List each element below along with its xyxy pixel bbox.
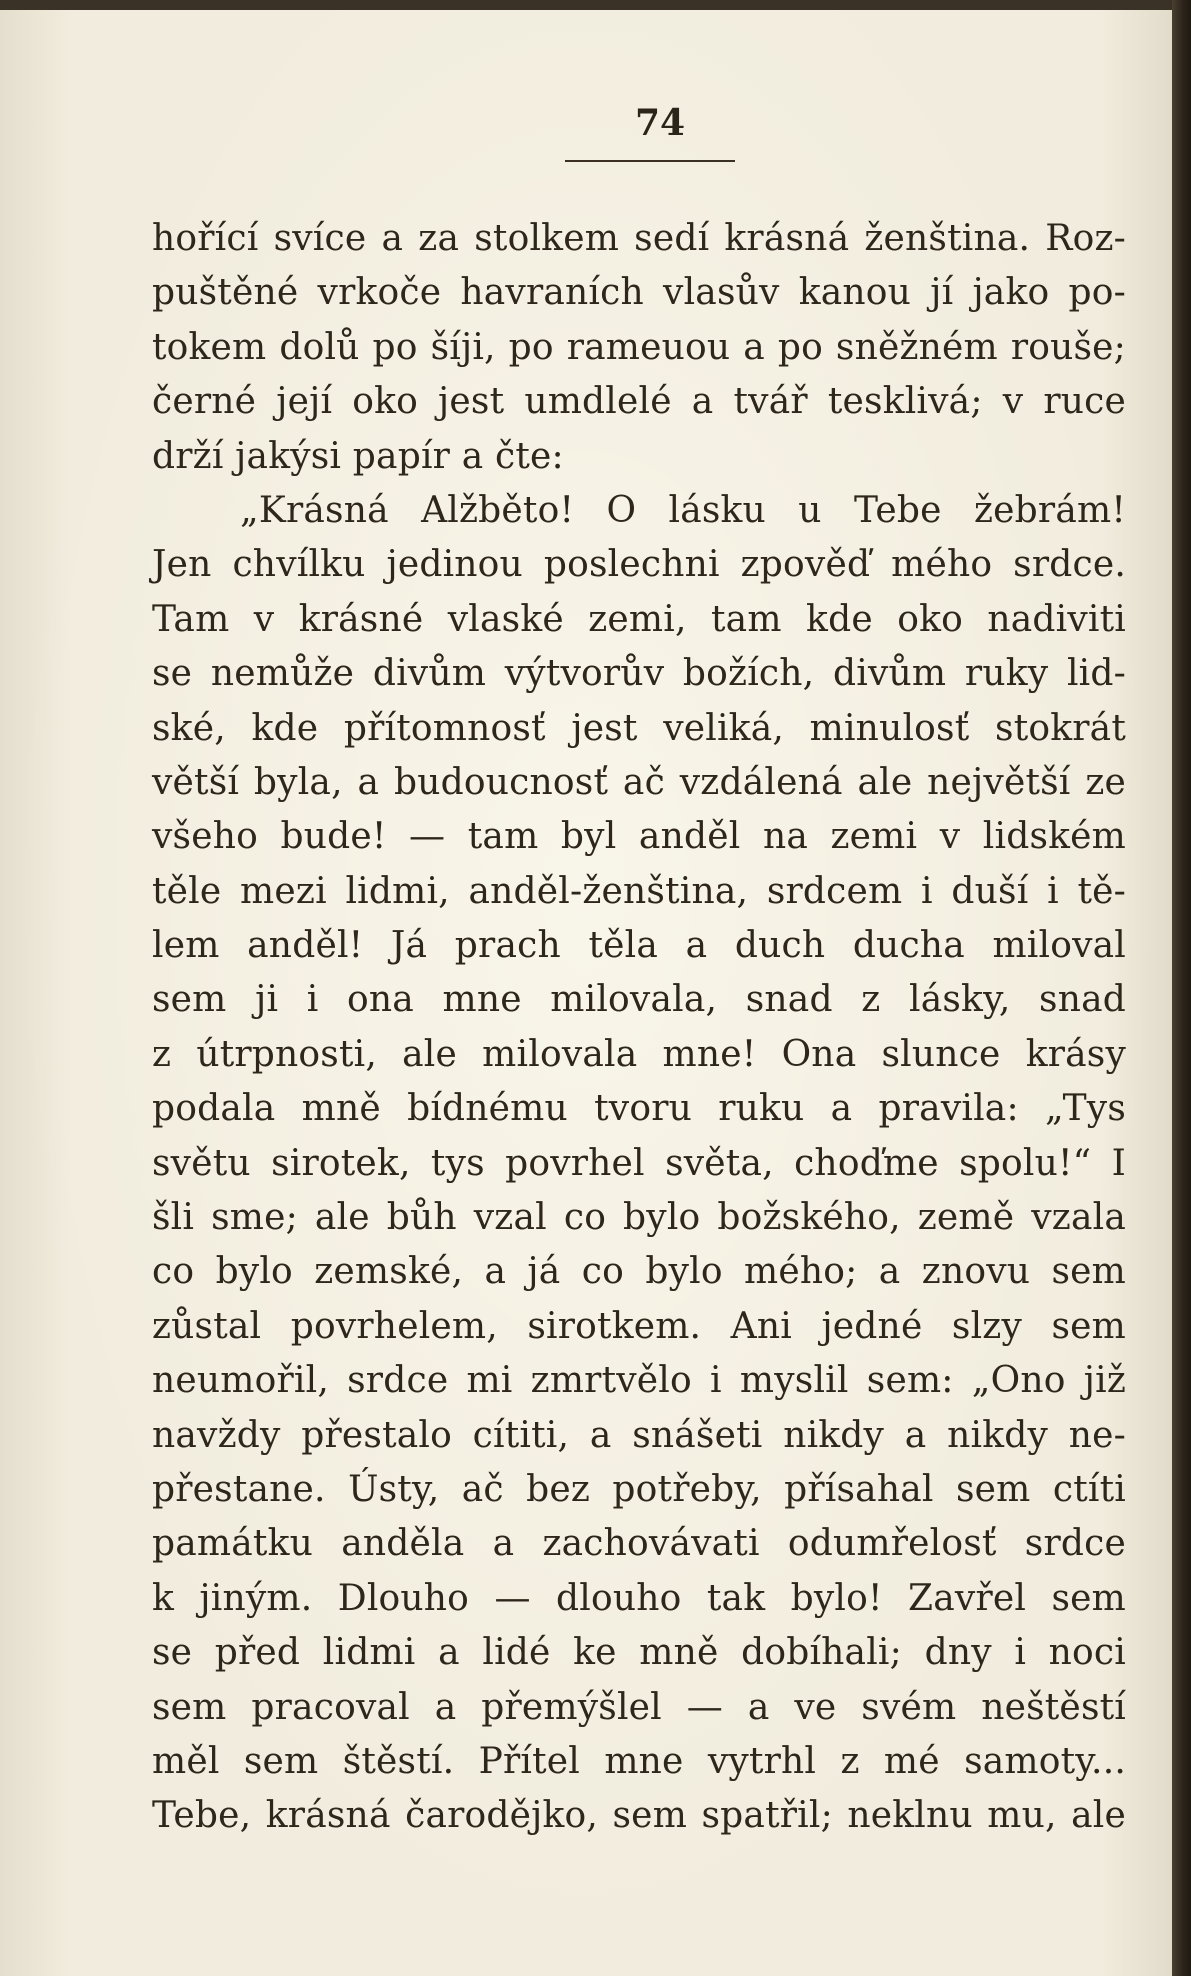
- text-line: ské, kde přítomnosť jest veliká, minulosť stokrát: [152, 707, 1126, 749]
- text-line: podala mně bídnému tvoru ruku a pravila: „Tys: [152, 1088, 1126, 1130]
- text-line: sem pracoval a přemýšlel — a ve svém neštěstí: [152, 1686, 1126, 1728]
- text-line: památku anděla a zachovávati odumřelosť srdce: [152, 1523, 1126, 1565]
- text-line: Jen chvílku jedinou poslechni zpověď mého srdce.: [152, 544, 1126, 586]
- text-line: se nemůže divům výtvorův božích, divům ruky lid-: [152, 653, 1126, 695]
- text-line: puštěné vrkoče havraních vlasův kanou jí jako po-: [152, 272, 1126, 314]
- text-line: drží jakýsi papír a čte:: [152, 435, 564, 477]
- text-line: „Krásná Alžběto! O lásku u Tebe žebrám!: [240, 489, 1126, 531]
- body-text: [152, 212, 1126, 1844]
- book-page: [0, 10, 1174, 1976]
- text-line: větší byla, a budoucnosť ač vzdálená ale největší ze: [152, 761, 1126, 803]
- text-line: k jiným. Dlouho — dlouho tak bylo! Zavřel sem: [152, 1577, 1126, 1619]
- text-line: tokem dolů po šíji, po rameuou a po sněžném rouše;: [152, 326, 1126, 368]
- text-line: těle mezi lidmi, anděl-ženština, srdcem i duší i tě-: [152, 870, 1126, 912]
- text-line: šli sme; ale bůh vzal co bylo božského, země vzala: [152, 1197, 1126, 1239]
- text-line: navždy přestalo cítiti, a snášeti nikdy a nikdy ne-: [152, 1414, 1126, 1456]
- text-line: z útrpnosti, ale milovala mne! Ona slunce krásy: [152, 1033, 1126, 1075]
- text-line: se před lidmi a lidé ke mně dobíhali; dny i noci: [152, 1632, 1126, 1674]
- text-line: černé její oko jest umdlelé a tvář tesklivá; v ruce: [152, 381, 1126, 423]
- text-line: přestane. Ústy, ač bez potřeby, přísahal sem ctíti: [152, 1468, 1126, 1510]
- text-line: hořící svíce a za stolkem sedí krásná ženština. Roz-: [152, 218, 1126, 259]
- text-line: sem ji i ona mne milovala, snad z lásky, snad: [152, 979, 1126, 1021]
- text-line: Tam v krásné vlaské zemi, tam kde oko nadiviti: [152, 598, 1126, 640]
- book-top-edge: [0, 0, 1191, 10]
- text-line: Tebe, krásná čarodějko, sem spatřil; neklnu mu, ale: [152, 1795, 1126, 1837]
- book-right-edge: [1172, 0, 1191, 1976]
- text-line: lem anděl! Já prach těla a duch ducha miloval: [152, 925, 1126, 967]
- text-line: zůstal povrhelem, sirotkem. Ani jedné slzy sem: [152, 1305, 1126, 1347]
- text-line: neumořil, srdce mi zmrtvělo i myslil sem: „Ono již: [152, 1360, 1126, 1402]
- text-line: měl sem štěstí. Přítel mne vytrhl z mé samoty...: [152, 1740, 1126, 1782]
- text-line: všeho bude! — tam byl anděl na zemi v lidském: [152, 816, 1126, 858]
- text-line: co bylo zemské, a já co bylo mého; a znovu sem: [152, 1251, 1126, 1293]
- page-number-rule: [565, 160, 735, 162]
- page-number: 74: [634, 102, 686, 144]
- text-line: světu sirotek, tys povrhel světa, choďme spolu!“ I: [152, 1142, 1126, 1184]
